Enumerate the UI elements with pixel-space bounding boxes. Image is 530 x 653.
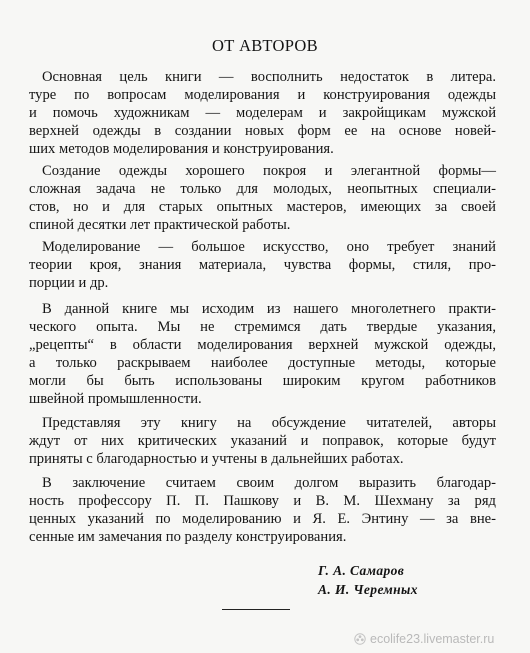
text-line: сенные им замечания по разделу конструирования. [29,529,347,545]
text-line: швейной промышленности. [29,391,202,407]
text-line: верхней одежды в создании новых форм ее на основе новей- [29,123,496,139]
text-line: могли бы быть использованы широким кругом работников [29,373,496,389]
text-line: Представляя эту книгу на обсуждение читателей, авторы [42,415,496,431]
text-line: стов, но и для старых опытных мастеров, имеющих за своей [29,199,496,215]
text-line: порции и др. [29,275,109,291]
text-line: туре по вопросам моделирования и конструирования одежды [29,87,496,103]
watermark [354,632,494,646]
text-line: В заключение считаем своим долгом выразить благодар- [42,475,496,491]
text-line: и помочь художникам — моделерам и закройщикам мужской [29,105,496,121]
text-line: Основная цель книги — восполнить недостаток в литера. [42,69,496,85]
text-line: теории кроя, знания материала, чувства формы, стиля, про- [29,257,496,273]
text-line: а только раскрываем наиболее доступные методы, которые [29,355,496,371]
text-line: ность профессору П. П. Пашкову и В. М. Шехману за ряд [29,493,496,509]
flower-icon [354,633,366,645]
text-line: Создание одежды хорошего покроя и элегантной формы— [42,163,496,179]
text-line: приняты с благодарностью и учтены в дальнейших работах. [29,451,404,467]
watermark-text: ecolife23.livemaster.ru [370,632,495,646]
text-line: сложная задача не только для молодых, неопытных специали- [29,181,496,197]
text-line: ческого опыта. Мы не стремимся дать твердые указания, [29,319,496,335]
text-line: ших методов моделирования и конструирования. [29,141,334,157]
page-title: ОТ АВТОРОВ [212,36,318,55]
text-line: Моделирование — большое искусство, оно требует знаний [42,239,496,255]
text-line: В данной книге мы исходим из нашего многолетнего практи- [42,301,496,317]
text-line: „рецепты“ в области моделирования верхней мужской одежды, [29,337,496,353]
author-name: А. И. Черемных [318,582,418,597]
text-line: спиной десятки лет практической работы. [29,217,291,233]
divider-line [222,609,290,610]
text-line: ждут от них критических указаний и поправок, которые будут [29,433,496,449]
text-line: ценных указаний по моделированию и Я. Е. Энтину — за вне- [29,511,496,527]
author-name: Г. А. Самаров [318,563,405,578]
